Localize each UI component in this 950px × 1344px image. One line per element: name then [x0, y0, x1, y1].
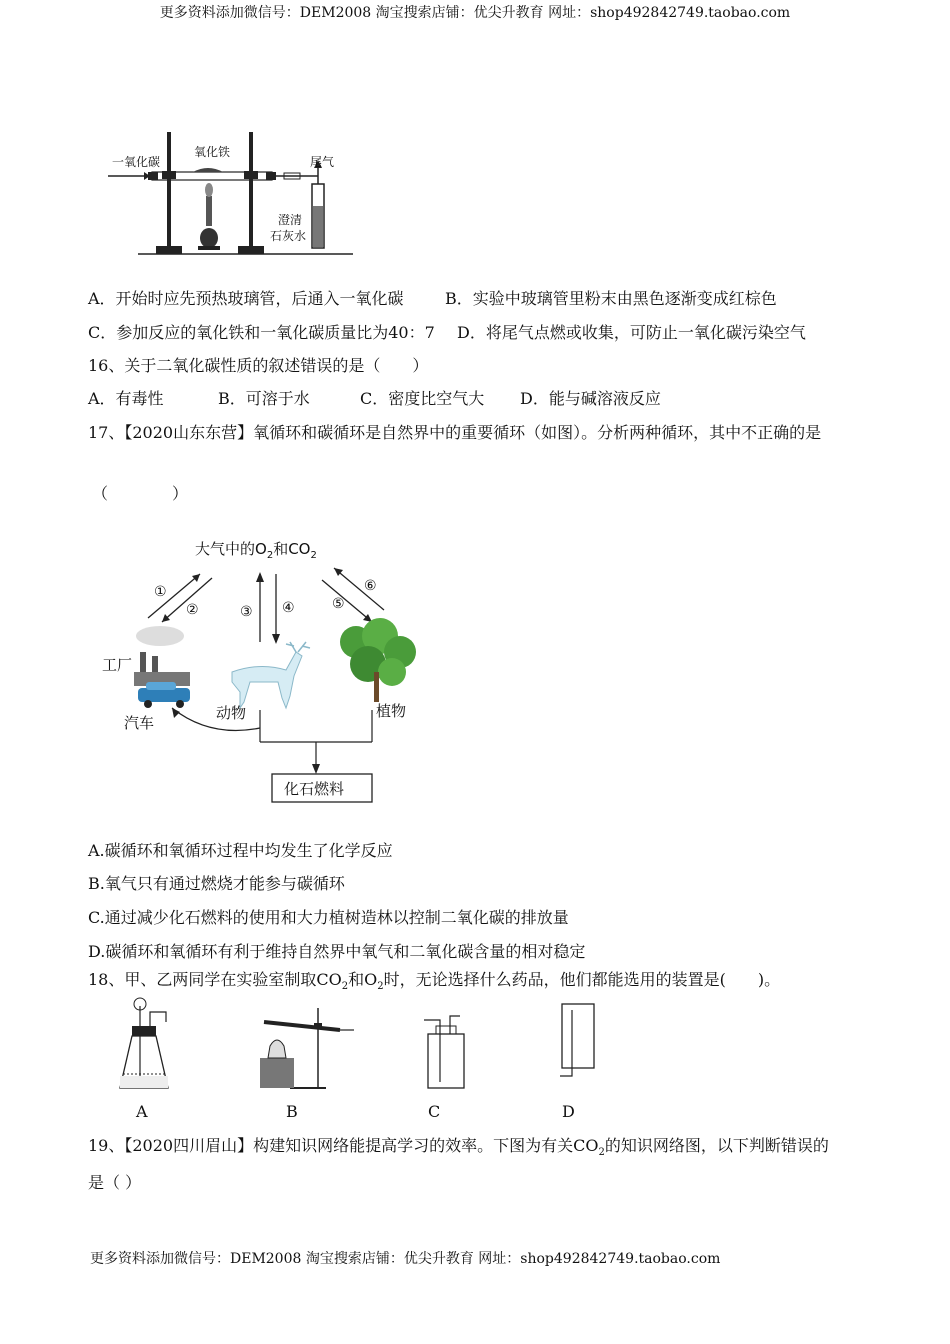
- q16-option-a: A．有毒性: [88, 389, 164, 408]
- q16-stem: 16、关于二氧化碳性质的叙述错误的是（ ）: [88, 356, 429, 375]
- label-plant: 植物: [376, 702, 407, 720]
- co-reduction-apparatus-figure: [108, 124, 358, 260]
- cycle-num-2: ②: [186, 602, 199, 618]
- q17-stem: 17、【2020山东东营】氧循环和碳循环是自然界中的重要循环（如图）。分析两种循环，其中不正确的是: [88, 423, 822, 442]
- apparatus-c: [424, 1016, 464, 1088]
- q19-stem-line2: 是（ ）: [88, 1173, 142, 1192]
- page-footer: 更多资料添加微信号：DEM2008 淘宝搜索店铺：优尖升教育 网址：shop492842749.taobao.com: [90, 1251, 721, 1267]
- q15-option-b: B．实验中玻璃管里粉末由黑色逐渐变成红棕色: [445, 289, 777, 308]
- cycle-num-6: ⑥: [364, 578, 377, 594]
- page-header: 更多资料添加微信号：DEM2008 淘宝搜索店铺：优尖升教育 网址：shop492842749.taobao.com: [159, 5, 791, 21]
- q19-stem: 19、【2020四川眉山】构建知识网络能提高学习的效率。下图为有关$CO_2$的知识网络图，以下判断错误的: [88, 1136, 829, 1159]
- oxygen-carbon-cycle-figure: [100, 532, 430, 808]
- label-animal: 动物: [216, 704, 247, 722]
- label-car: 汽车: [124, 714, 155, 732]
- cycle-num-5: ⑤: [332, 596, 345, 612]
- apparatus-label-d: D: [562, 1102, 575, 1121]
- cycle-title: 大气中的$O_2$和$CO_2$: [195, 540, 317, 561]
- q16-option-c: C．密度比空气大: [360, 389, 485, 408]
- label-limewater-2: 石灰水: [270, 229, 307, 243]
- q18-stem: 18、甲、乙两同学在实验室制取$CO_2$和$O_2$时，无论选择什么药品，他们都能选用的装置是( )。: [88, 970, 781, 993]
- q17-option-d: D.碳循环和氧循环有利于维持自然界中氧气和二氧化碳含量的相对稳定: [88, 942, 586, 961]
- apparatus-label-a: A: [136, 1102, 148, 1121]
- q17-option-a: A.碳循环和氧循环过程中均发生了化学反应: [88, 841, 393, 860]
- apparatus-a: [120, 998, 168, 1088]
- cycle-num-1: ①: [154, 584, 167, 600]
- apparatus-label-b: B: [286, 1102, 298, 1121]
- cycle-num-3: ③: [240, 604, 253, 620]
- label-limewater-1: 澄清: [278, 213, 303, 227]
- q17-answer-paren: （ ）: [92, 484, 189, 503]
- label-fe2o3: 氧化铁: [194, 145, 231, 159]
- q16-option-b: B．可溶于水: [218, 389, 310, 408]
- q15-option-a: A．开始时应先预热玻璃管，后通入一氧化碳: [88, 289, 404, 308]
- apparatus-b: [260, 1008, 354, 1088]
- label-tail-gas: 尾气: [310, 155, 335, 169]
- apparatus-d: [560, 1004, 594, 1076]
- q15-option-c: C．参加反应的氧化铁和一氧化碳质量比为40：7: [88, 323, 435, 342]
- q16-option-d: D．能与碱溶液反应: [520, 389, 661, 408]
- q17-option-c: C.通过减少化石燃料的使用和大力植树造林以控制二氧化碳的排放量: [88, 908, 569, 927]
- q15-option-d: D．将尾气点燃或收集，可防止一氧化碳污染空气: [457, 323, 806, 342]
- label-co: 一氧化碳: [112, 155, 161, 169]
- label-factory: 工厂: [102, 656, 133, 674]
- q18-apparatus-figure: [110, 996, 610, 1096]
- q17-option-b: B.氧气只有通过燃烧才能参与碳循环: [88, 874, 345, 893]
- cycle-num-4: ④: [282, 600, 295, 616]
- label-fossil-fuel: 化石燃料: [284, 780, 345, 798]
- apparatus-label-c: C: [428, 1102, 441, 1121]
